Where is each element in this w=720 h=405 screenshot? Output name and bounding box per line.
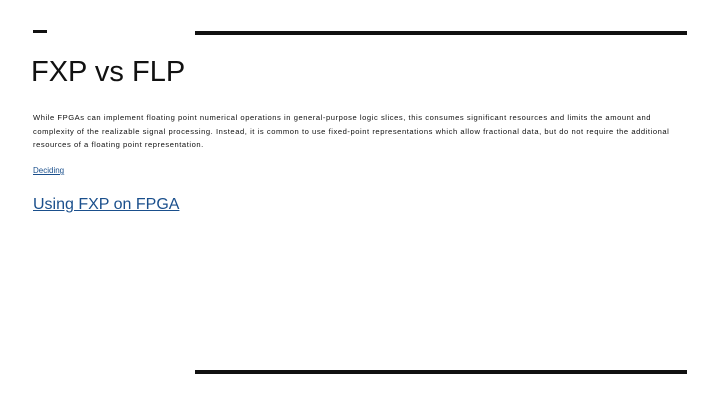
title-accent-dash	[33, 30, 47, 33]
deciding-link[interactable]: Deciding	[33, 166, 65, 175]
slide-body-text: While FPGAs can implement floating point numerical operations in general-purpose logic slices, this consumes significant resources and limits the amount and complexity of the realizable signal processing. Instead, it is common to use fixed-point representations which allow fractional data, but do not require the additional resources of a floating point representation.	[33, 113, 670, 150]
using-fxp-on-fpga-link[interactable]: Using FXP on FPGA	[33, 196, 180, 213]
bottom-rule-divider	[195, 370, 687, 374]
top-rule-divider	[195, 31, 687, 35]
slide-title: FXP vs FLP	[31, 56, 186, 88]
